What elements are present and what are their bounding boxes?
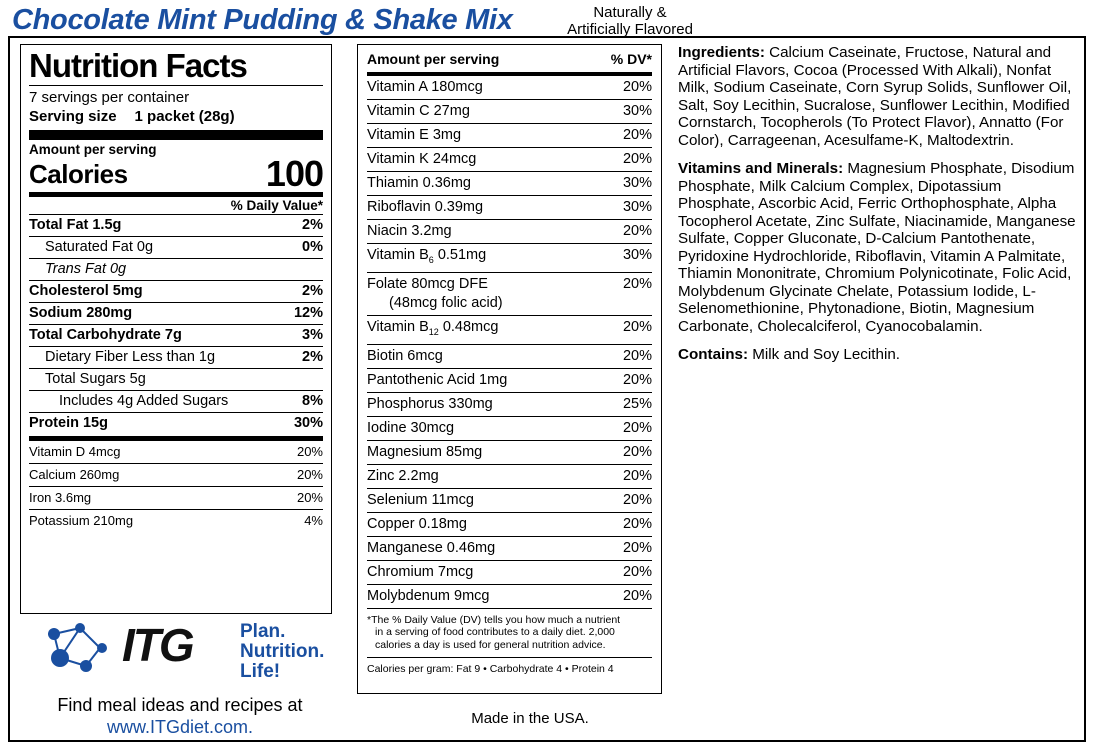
logo-tagline-line1: Plan. xyxy=(240,621,286,642)
nutrient-row-saturated-fat xyxy=(29,237,323,259)
vitamin-name: Molybdenum 9mcg xyxy=(367,587,490,604)
vitamin-row-thiamin xyxy=(367,172,652,196)
micronutrient-dv: 4% xyxy=(304,513,323,528)
micronutrient-row-vitamin-d xyxy=(29,441,323,464)
footnote-line-3: calories a day is used for general nutrition advice. xyxy=(375,638,606,651)
vitamin-row-pantothenic-acid xyxy=(367,369,652,393)
vitamin-name: Manganese 0.46mg xyxy=(367,539,496,556)
nutrient-row-added-sugars xyxy=(29,391,323,413)
vitamin-name: Chromium 7mcg xyxy=(367,563,474,580)
vitamins-minerals-paragraph xyxy=(678,160,1078,335)
vitamin-dv: 20% xyxy=(622,275,652,292)
vitamin-dv: 20% xyxy=(622,443,652,460)
nutrient-dv: 3% xyxy=(302,327,323,343)
vitamin-dv: 20% xyxy=(622,223,652,239)
ingredients-paragraph xyxy=(678,44,1078,149)
vitamin-dv: 20% xyxy=(622,371,652,388)
ingredients-label: Ingredients: xyxy=(678,44,765,61)
logo-wordmark: ITG xyxy=(122,619,193,671)
nutrient-row-trans-fat xyxy=(29,259,323,281)
micronutrient-row-iron xyxy=(29,487,323,510)
nutrient-dv: 30% xyxy=(293,415,323,431)
vitamin-row-phosphorus xyxy=(367,393,652,417)
vitamin-mineral-panel xyxy=(357,44,662,694)
molecule-icon xyxy=(40,622,118,680)
vitamin-name: Vitamin $B_6$ 0.51mg xyxy=(367,247,487,265)
serving-size-label: Serving size xyxy=(29,108,117,125)
page-title: Chocolate Mint Pudding & Shake Mix xyxy=(12,4,513,36)
vitamin-name: Vitamin E 3mg xyxy=(367,127,462,143)
vitamin-row-chromium xyxy=(367,561,652,585)
vitamin-row-folate xyxy=(367,273,652,316)
nutrition-facts-panel xyxy=(20,44,332,614)
nutrient-dv: 0% xyxy=(302,239,323,255)
vitamin-name xyxy=(367,275,503,313)
vitamin-dv: 20% xyxy=(622,79,652,95)
vitamin-name: Riboflavin 0.39mg xyxy=(367,199,484,215)
vitamins-minerals-label: Vitamins and Minerals: xyxy=(678,160,844,177)
footnote-line-1: *The % Daily Value (DV) tells you how much a nutrient xyxy=(367,613,621,626)
vitamin-row-manganese xyxy=(367,537,652,561)
ingredients-text: Calcium Caseinate, Fructose, Natural and Artificial Flavors, Cocoa (Processed With Alkali), Nonfat Milk, Sodium Caseinate, Corn Syrup Solids, Sunflower Oil, Salt, Soy Lecithin, Sucralose, Sunflower Lecithin, Modified Cornstarch, Tocopherols (To Protect Flavor), Annatto (For Color), Carrageenan, Acesulfame-K, Maltodextrin. xyxy=(678,44,1072,149)
flavor-note xyxy=(545,4,715,38)
vitamin-dv: 20% xyxy=(622,587,652,604)
vitamin-dv: 20% xyxy=(622,127,652,143)
ingredients-section xyxy=(678,44,1078,375)
nutrient-name: Total Fat 1.5g xyxy=(29,217,122,233)
vitamin-dv: 25% xyxy=(622,395,652,412)
logo-tagline xyxy=(240,622,324,682)
micronutrient-dv: 20% xyxy=(296,467,323,482)
vitamin-row-vitamin-c xyxy=(367,100,652,124)
vitamin-name: Pantothenic Acid 1mg xyxy=(367,371,508,388)
vitamin-name: Vitamin $B_{12}$ 0.48mcg xyxy=(367,318,499,337)
micronutrient-name: Calcium 260mg xyxy=(29,467,120,482)
amount-per-serving-label: Amount per serving xyxy=(29,142,157,157)
flavor-note-line1: Naturally & xyxy=(593,4,667,21)
vitamin-name: Zinc 2.2mg xyxy=(367,467,439,484)
nutrient-row-cholesterol xyxy=(29,281,323,303)
nutrient-name: Total Sugars 5g xyxy=(45,371,146,387)
vitamin-name: Niacin 3.2mg xyxy=(367,223,452,239)
vitamins-minerals-text: Magnesium Phosphate, Disodium Phosphate, Milk Calcium Complex, Dipotassium Phosphate, Ascorbic Acid, Ferric Orthophosphate, Alpha Tocopherol Acetate, Zinc Sulfate, Niacinamide, Manganese Sulfate, Copper Gluconate, D-Calcium Pantothenate, Pyridoxine Hydrochloride, Riboflavin, Vitamin A Palmitate, Thiamin Mononitrate, Chromium Polynicotinate, Folic Acid, Molybdenum Glycinate Chelate, Potassium Iodide, L-Selenomethionine, Phytonadione, Biotin, Magnesium Carbonate, Cholecalciferol, Cyanocobalamin. xyxy=(678,160,1076,335)
vitamin-dv: 20% xyxy=(622,491,652,508)
vitamin-name: Thiamin 0.36mg xyxy=(367,175,471,191)
vitamin-name-secondary: (48mcg folic acid) xyxy=(389,294,503,311)
nutrient-row-protein xyxy=(29,413,323,434)
nutrient-name: Saturated Fat 0g xyxy=(45,239,154,255)
nutrient-row-total-fat xyxy=(29,215,323,237)
vitamin-dv: 30% xyxy=(622,103,652,119)
nutrient-row-total-carbohydrate xyxy=(29,325,323,347)
nutrient-dv: 2% xyxy=(302,283,323,299)
nutrient-dv: 2% xyxy=(302,217,323,233)
contains-paragraph xyxy=(678,346,1078,364)
vitamin-dv: 20% xyxy=(622,419,652,436)
vitamin-name: Vitamin C 27mg xyxy=(367,103,470,119)
find-recipes-text xyxy=(20,694,340,738)
itg-logo xyxy=(40,619,330,682)
vitamin-name: Selenium 11mcg xyxy=(367,491,474,508)
vitamin-dv: 20% xyxy=(622,318,652,335)
vitamin-name: Magnesium 85mg xyxy=(367,443,483,460)
vitamin-name: Phosphorus 330mg xyxy=(367,395,493,412)
vitamin-name-main: Folate 80mcg DFE xyxy=(367,275,488,292)
vitamin-dv: 20% xyxy=(622,347,652,364)
vitamin-name: Vitamin K 24mcg xyxy=(367,151,477,167)
nutrient-dv: 2% xyxy=(302,349,323,365)
vitamin-row-selenium xyxy=(367,489,652,513)
nutrient-name: Trans Fat 0g xyxy=(45,261,127,277)
vitamin-row-riboflavin xyxy=(367,196,652,220)
vitamin-name: Iodine 30mcg xyxy=(367,419,455,436)
vitamin-dv: 30% xyxy=(622,247,652,263)
flavor-note-line2: Artificially Flavored xyxy=(567,21,693,38)
serving-size-value: 1 packet (28g) xyxy=(134,108,235,125)
daily-value-footnote xyxy=(367,609,652,652)
nutrient-row-dietary-fiber xyxy=(29,347,323,369)
calories-label: Calories xyxy=(29,159,128,189)
vitamin-row-vitamin-k xyxy=(367,148,652,172)
vitamin-name: Biotin 6mcg xyxy=(367,347,443,364)
made-in-usa: Made in the USA. xyxy=(471,710,589,727)
nutrient-dv: 12% xyxy=(293,305,323,321)
nutrient-name: Protein 15g xyxy=(29,415,108,431)
website-url[interactable]: www.ITGdiet.com. xyxy=(106,717,254,737)
calories-per-gram-note: Calories per gram: Fat 9 • Carbohydrate 4 • Protein 4 xyxy=(367,657,652,675)
nutrient-name: Sodium 280mg xyxy=(29,305,133,321)
nutrient-dv: 8% xyxy=(302,393,323,409)
calories-row xyxy=(29,153,323,194)
micronutrient-name: Iron 3.6mg xyxy=(29,490,92,505)
vitamin-row-molybdenum xyxy=(367,585,652,609)
vitamin-name: Copper 0.18mg xyxy=(367,515,467,532)
vitamin-row-niacin xyxy=(367,220,652,244)
vitamin-dv: 20% xyxy=(622,151,652,167)
servings-per-container: 7 servings per container xyxy=(29,89,190,106)
vitamin-dv: 20% xyxy=(622,539,652,556)
vitamin-row-magnesium xyxy=(367,441,652,465)
find-recipes-line: Find meal ideas and recipes at xyxy=(57,695,303,715)
vitamin-row-vitamin-a xyxy=(367,76,652,100)
vitamin-row-copper xyxy=(367,513,652,537)
micronutrient-dv: 20% xyxy=(296,444,323,459)
footnote-line-2: in a serving of food contributes to a daily diet. 2,000 xyxy=(375,626,615,639)
nutrient-name: Dietary Fiber Less than 1g xyxy=(45,349,216,365)
micronutrient-row-potassium xyxy=(29,510,323,532)
nutrient-row-total-sugars xyxy=(29,369,323,391)
vitamin-row-vitamin-b6 xyxy=(367,244,652,273)
contains-text: Milk and Soy Lecithin. xyxy=(748,346,900,363)
vitamin-panel-header-left: Amount per serving xyxy=(367,51,500,67)
daily-value-header: % Daily Value* xyxy=(230,198,323,213)
nutrient-name: Includes 4g Added Sugars xyxy=(59,393,229,409)
vitamin-name: Vitamin A 180mcg xyxy=(367,79,483,95)
nutrition-facts-heading: Nutrition Facts xyxy=(29,47,247,84)
nutrient-row-sodium xyxy=(29,303,323,325)
vitamin-dv: 30% xyxy=(622,199,652,215)
contains-label: Contains: xyxy=(678,346,749,363)
vitamin-dv: 30% xyxy=(622,175,652,191)
nutrient-name: Total Carbohydrate 7g xyxy=(29,327,182,343)
vitamin-row-vitamin-b12 xyxy=(367,316,652,345)
vitamin-dv: 20% xyxy=(622,515,652,532)
micronutrient-name: Potassium 210mg xyxy=(29,513,134,528)
micronutrient-name: Vitamin D 4mcg xyxy=(29,444,121,459)
logo-tagline-line2: Nutrition. xyxy=(240,641,325,662)
vitamin-row-biotin xyxy=(367,345,652,369)
micronutrient-row-calcium xyxy=(29,464,323,487)
vitamin-dv: 20% xyxy=(622,467,652,484)
vitamin-row-vitamin-e xyxy=(367,124,652,148)
serving-size-row xyxy=(29,107,323,127)
vitamin-dv: 20% xyxy=(622,563,652,580)
calories-value: 100 xyxy=(265,153,323,194)
logo-tagline-line3: Life! xyxy=(240,661,281,682)
vitamin-panel-header xyxy=(367,47,652,76)
vitamin-row-iodine xyxy=(367,417,652,441)
vitamin-panel-header-right: % DV* xyxy=(610,51,652,67)
micronutrient-dv: 20% xyxy=(296,490,323,505)
vitamin-row-zinc xyxy=(367,465,652,489)
nutrient-name: Cholesterol 5mg xyxy=(29,283,143,299)
